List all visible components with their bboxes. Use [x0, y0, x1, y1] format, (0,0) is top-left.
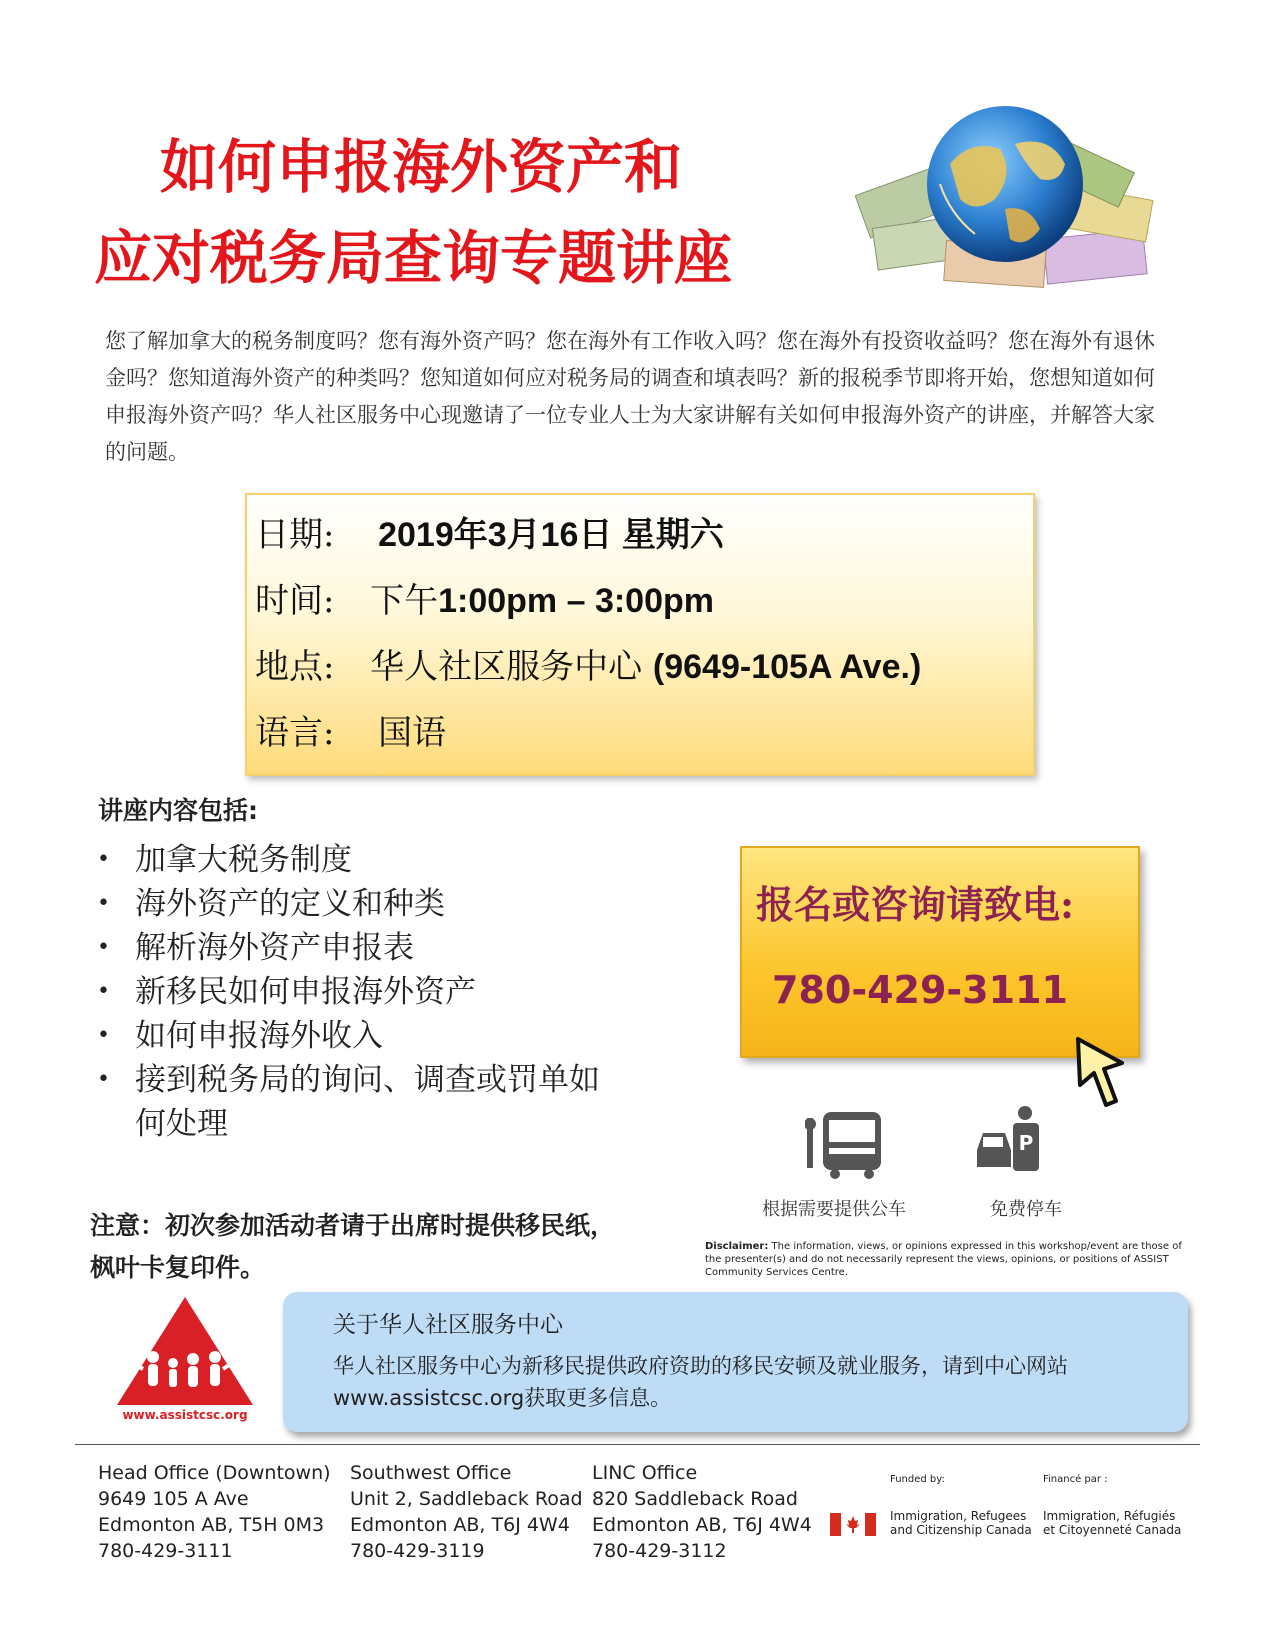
date-value: 2019年3月16日 星期六 [378, 516, 724, 554]
funded-by-label: Funded by: [890, 1474, 945, 1485]
list-item: • 解析海外资产申报表 [95, 926, 655, 970]
attendance-note: 注意：初次参加活动者请于出席时提供移民纸，枫叶卡复印件。 [90, 1211, 616, 1282]
parking-label: 免费停车 [990, 1199, 1062, 1220]
time-prefix: 下午 [370, 581, 439, 621]
disclaimer-label: Disclaimer: [705, 1241, 769, 1252]
content-heading: 讲座内容包括: [98, 796, 258, 825]
svg-text:P: P [1018, 1131, 1034, 1155]
bus-icon [805, 1110, 885, 1180]
bullet-icon: • [97, 979, 110, 1004]
linc-office-address: LINC Office 820 Saddleback Road Edmonton AB, T6J 4W4 780-429-3112 [592, 1462, 812, 1562]
contact-phone[interactable]: 780-429-3111 [772, 968, 1068, 1012]
logo-url: www.assistcsc.org [122, 1408, 248, 1422]
bullet-icon: • [97, 847, 110, 872]
assist-logo [113, 1293, 258, 1423]
list-item: • 海外资产的定义和种类 [95, 882, 655, 926]
time-value: 1:00pm – 3:00pm [438, 582, 714, 620]
bullet-icon: • [97, 1023, 110, 1048]
list-item: • 加拿大税务制度 [95, 838, 655, 882]
language-value: 国语 [378, 713, 447, 753]
event-language-row [255, 705, 446, 754]
event-time-row [255, 573, 714, 622]
intro-paragraph: 您了解加拿大的税务制度吗？您有海外资产吗？您在海外有工作收入吗？您在海外有投资收益吗？您在海外有退休金吗？您知道海外资产的种类吗？您知道如何应对税务局的调查和填表吗？新的报税季节即将开始，您想知道如何申报海外资产吗？华人社区服务中心现邀请了一位专业人士为大家讲解有关如何申报海外资产的讲座，并解答大家的问题。 [105, 329, 1155, 464]
list-item: • 新移民如何申报海外资产 [95, 970, 655, 1014]
about-box [283, 1292, 1188, 1432]
irc-french-label: Immigration, Réfugiés et Citoyenneté Canada [1043, 1509, 1182, 1537]
disclaimer-text: The information, views, or opinions expressed in this workshop/event are those of the presenter(s) and do not necessarily represent the views, opinions, or positions of ASSIST Community Services Centre. [705, 1241, 1182, 1278]
canada-flag-icon [830, 1513, 876, 1536]
event-date-row [255, 507, 724, 556]
event-place-row [255, 639, 921, 688]
title-line-2: 应对税务局查询专题讲座 [94, 224, 733, 292]
bullet-icon: • [97, 935, 110, 960]
time-label: 时间: [255, 581, 335, 621]
contact-callout [740, 846, 1140, 1058]
topic-list [95, 838, 655, 1146]
bus-service-label: 根据需要提供公车 [762, 1199, 906, 1220]
place-address: (9649-105A Ave.) [652, 648, 922, 686]
bullet-icon: • [97, 891, 110, 916]
list-item: • 如何申报海外收入 [95, 1014, 655, 1058]
southwest-office-address: Southwest Office Unit 2, Saddleback Road Edmonton AB, T6J 4W4 780-429-3119 [350, 1462, 583, 1562]
title-line-1: 如何申报海外资产和 [160, 133, 683, 201]
place-name: 华人社区服务中心 [370, 647, 643, 687]
contact-label: 报名或咨询请致电: [756, 882, 1075, 927]
cursor-arrow-icon [1070, 1035, 1130, 1115]
about-title: 关于华人社区服务中心 [333, 1312, 563, 1338]
date-label: 日期: [255, 515, 335, 555]
place-label: 地点: [255, 647, 335, 687]
bullet-icon: • [97, 1067, 110, 1092]
about-body: 华人社区服务中心为新移民提供政府资助的移民安顿及就业服务，请到中心网站www.assistcsc.org获取更多信息。 [333, 1354, 1068, 1410]
list-item: • 接到税务局的询问、调查或罚单如何处理 [95, 1058, 605, 1146]
irc-english-label: Immigration, Refugees and Citizenship Canada [890, 1509, 1032, 1537]
footer-divider [75, 1444, 1200, 1445]
parking-icon [975, 1105, 1045, 1180]
head-office-address: Head Office (Downtown) 9649 105 A Ave Edmonton AB, T5H 0M3 780-429-3111 [98, 1462, 331, 1562]
globe-money-illustration [855, 104, 1165, 294]
disclaimer [705, 1240, 1185, 1279]
finance-par-label: Financé par : [1043, 1474, 1108, 1485]
language-label: 语言: [255, 713, 335, 753]
event-info-box [245, 493, 1035, 776]
